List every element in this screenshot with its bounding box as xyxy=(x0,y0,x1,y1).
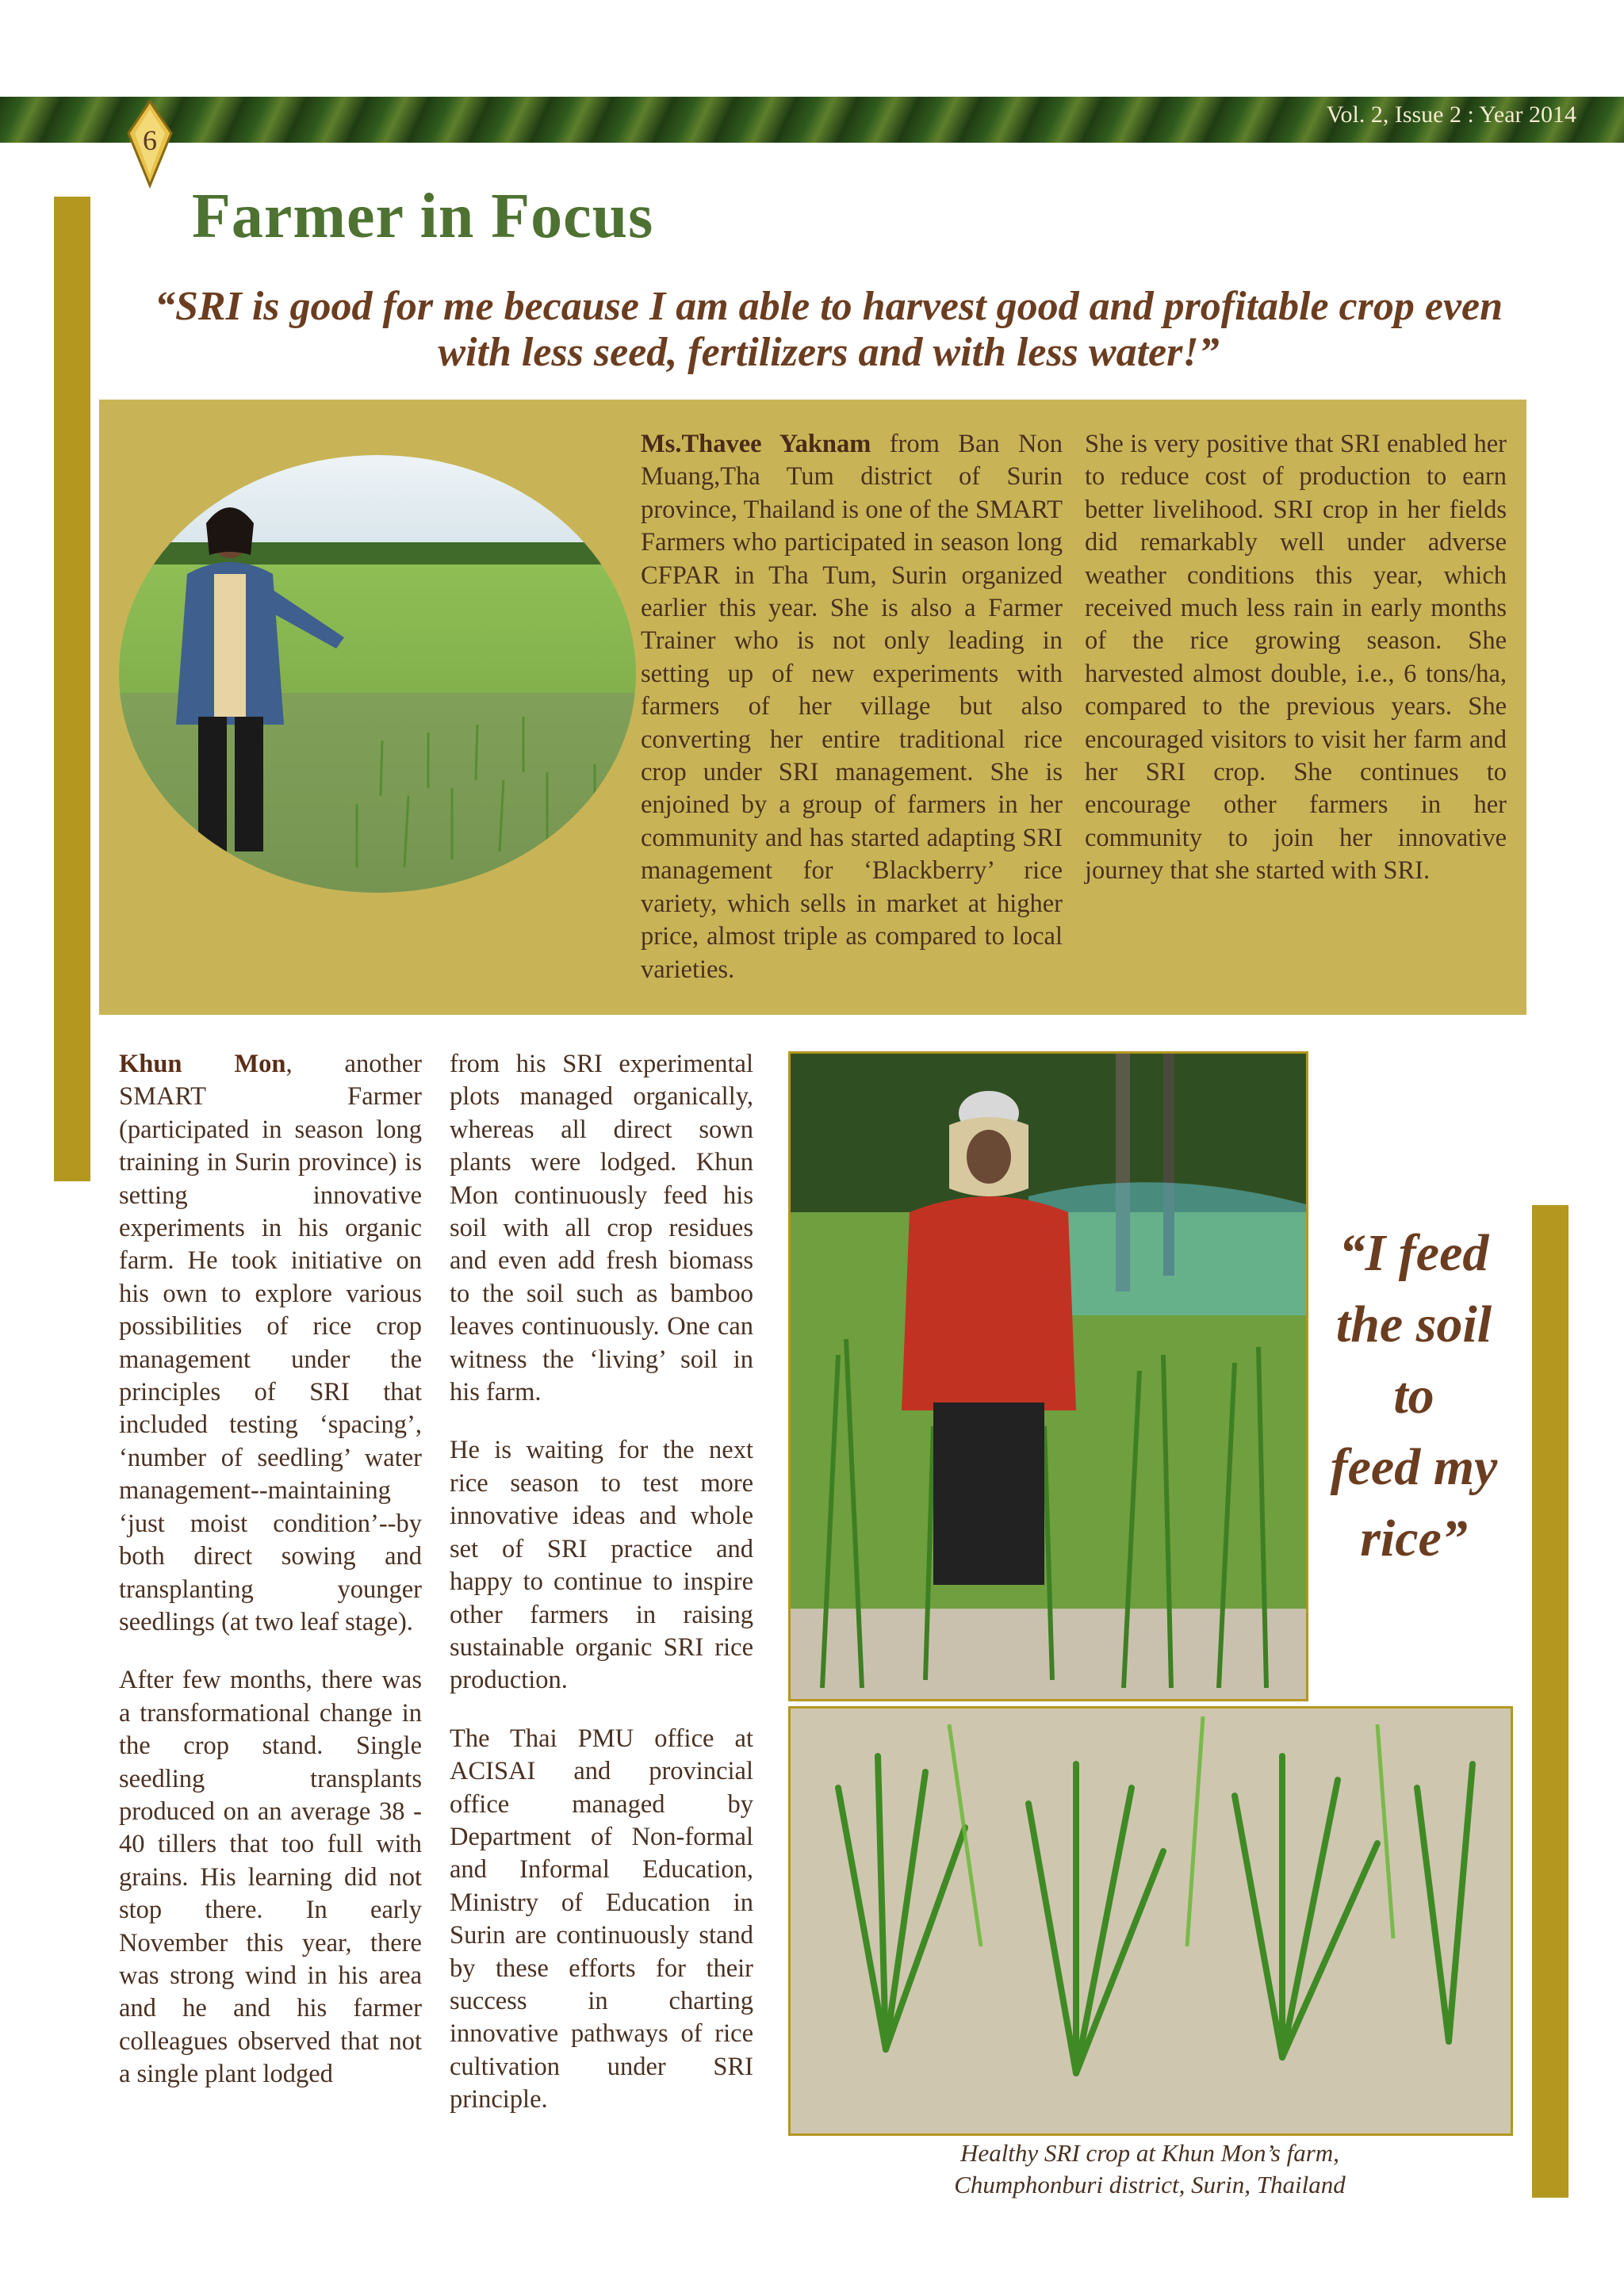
issue-label: Vol. 2, Issue 2 : Year 2014 xyxy=(1326,101,1576,128)
article-column-2 xyxy=(450,1048,753,2142)
farmer-photo xyxy=(788,1051,1308,1701)
article-paragraph: from his SRI experimental plots managed organically, whereas all direct sown plants were lodged. Khun Mon continuously feed his soil with all crop residues and even add fresh biomass to the soil such as bamboo leaves continuously. One can witness the ‘living’ soil in his farm. xyxy=(450,1050,753,1407)
pull-quote-line: the soil xyxy=(1335,1295,1492,1353)
crop-photo xyxy=(788,1706,1513,2136)
article-paragraph: The Thai PMU office at ACISAI and provincial office managed by Department of Non-formal and Informal Education, Ministry of Education in Surin are continuously stand by these efforts for their success in charting innovative pathways of rice cultivation under SRI principle. xyxy=(450,1724,753,2114)
left-accent-bar xyxy=(54,197,90,1181)
pull-quote-line: rice” xyxy=(1360,1510,1468,1567)
article-lead-name: Khun Mon xyxy=(119,1050,286,1078)
page-number: 6 xyxy=(143,124,157,156)
pull-quote-line: to xyxy=(1393,1367,1434,1425)
profile-column-1 xyxy=(641,428,1063,986)
portrait-photo xyxy=(119,455,636,893)
profile-text-1: from Ban Non Muang,Tha Tum district of Surin province, Thailand is one of the SMART Farmers who participated in season long CFPAR in Tha Tum, Surin organized earlier this year. She is also a Farmer Trainer who is not only leading in setting up of new experiments with farmers of her village but also converting her entire traditional rice crop under SRI management. She is enjoined by a group of farmers in her community and has started adapting SRI management for ‘Blackberry’ rice variety, which sells in market at higher price, almost triple as compared to local varieties. xyxy=(641,430,1063,984)
pull-quote xyxy=(1307,1218,1521,1575)
article-paragraph: , another SMART Farmer (participated in season long training in Surin province) is setting innovative experiments in his organic farm. He took initiative on his own to explore various possibilities of rice crop management under the principles of SRI that included testing ‘spacing’, ‘number of seedling’ water management--maintaining ‘just moist condition’--by both direct sowing and transplanting younger seedlings (at two leaf stage). xyxy=(119,1050,422,1636)
intro-quote: “SRI is good for me because I am able to harvest good and profitable crop even with less seed, fertilizers and with less water!” xyxy=(154,284,1503,375)
profile-text-2: She is very positive that SRI enabled her to reduce cost of production to earn better livelihood. SRI crop in her fields did remarkably well under adverse weather conditions this year, which received much less rain in early months of the rice growing season. She harvested almost double, i.e., 6 tons/ha, compared to the previous years. She encouraged visitors to visit her farm and her SRI crop. She continues to encourage other farmers in her community to join her innovative journey that she started with SRI. xyxy=(1085,430,1507,886)
pull-quote-line: “I feed xyxy=(1339,1224,1489,1282)
profile-column-2 xyxy=(1085,428,1507,888)
right-accent-bar xyxy=(1532,1205,1568,2198)
article-paragraph: He is waiting for the next rice season to test more innovative ideas and whole set of SRI practice and happy to continue to inspire other farmers in raising sustainable organic SRI rice production. xyxy=(450,1436,753,1695)
article-column-1 xyxy=(119,1048,422,2117)
page-title: Farmer in Focus xyxy=(192,182,654,251)
photo-caption xyxy=(817,2137,1483,2201)
pull-quote-line: feed my xyxy=(1330,1438,1498,1496)
caption-line: Chumphonburi district, Surin, Thailand xyxy=(954,2171,1346,2198)
article-paragraph: After few months, there was a transformational change in the crop stand. Single seedling transplants produced on an average 38 - 40 tillers that too full with grains. His learning did not stop there. In early November this year, there was strong wind in his area and he and his farmer colleagues observed that not a single plant lodged xyxy=(119,1666,422,2089)
caption-line: Healthy SRI crop at Khun Mon’s farm, xyxy=(960,2139,1339,2167)
profile-name: Ms.Thavee Yaknam xyxy=(641,430,871,458)
